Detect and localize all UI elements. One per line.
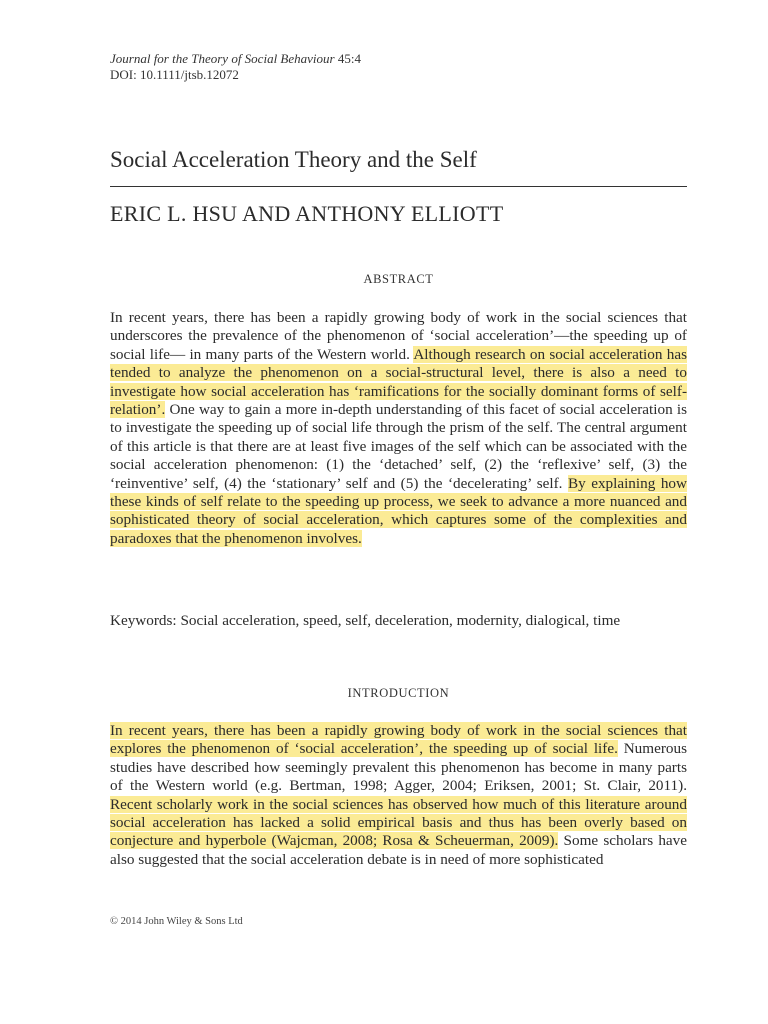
abstract-text: In recent years, there has been a rapidly growing body of work in the social sciences that underscores the prevalence of the phenomenon of ‘social acceleration’—the speeding up of social life— in many parts of the Western world.: [110, 309, 687, 363]
abstract-text: One way to gain a more in-depth understanding of this facet of social acceleration is to investigate the speeding up of social life through the prism of the self. The central argument of this article is that there are at least five images of the self which can be associated with the social acceleration phenomenon: (1) the ‘detached’ self, (2) the ‘reflexive’ self, (3) the ‘reinventive’ self, (4) the ‘stationary’ self and (5) the ‘decelerating’ self.: [110, 401, 687, 492]
journal-volume: 45:4: [337, 51, 361, 66]
journal-doi: DOI: 10.1111/jtsb.12072: [110, 67, 239, 82]
journal-name: Journal for the Theory of Social Behaviour: [110, 51, 335, 66]
introduction-text: Numerous studies have described how seemingly prevalent this phenomenon has become in many parts of the Western world (e.g. Bertman, 1998; Agger, 2004; Eriksen, 2001; St. Clair, 2011).: [110, 740, 687, 795]
introduction-text: Some scholars have also suggested that the social acceleration debate is in need of more sophisticated: [110, 832, 688, 868]
introduction-heading: INTRODUCTION: [347, 686, 450, 700]
introduction-highlight: Recent scholarly work in the social sciences has observed how much of this literature around social acceleration has lacked a solid empirical basis and thus has been overly based on conjecture and hyperbole (Wajcman, 2008; Rosa & Scheuerman, 2009).: [110, 795, 687, 850]
article-authors: ERIC L. HSU AND ANTHONY ELLIOTT: [110, 201, 504, 226]
abstract-highlight: By explaining how these kinds of self relate to the speeding up process, we seek to advance a more nuanced and sophisticated theory of social acceleration, which captures some of the complexities and paradoxes that the phenomenon involves.: [110, 474, 687, 547]
introduction-highlight: In recent years, there has been a rapidly growing body of work in the social sciences that explores the phenomenon of ‘social acceleration’, the speeding up of social life.: [110, 722, 687, 758]
journal-citation: [110, 51, 361, 67]
journal-header: [110, 51, 361, 83]
article-title: Social Acceleration Theory and the Self: [110, 147, 477, 172]
title-divider: [110, 186, 687, 187]
abstract-paragraph: [110, 309, 687, 548]
introduction-paragraph: [110, 722, 687, 869]
abstract-highlight: Although research on social acceleration has tended to analyze the phenomenon on a social-structural level, there is also a need to investigate how social acceleration has ‘ramifications for the socially dominant forms of self-relation’.: [110, 345, 687, 419]
abstract-heading: ABSTRACT: [363, 272, 434, 286]
keywords-line: Keywords: Social acceleration, speed, self, deceleration, modernity, dialogical, time: [110, 612, 621, 629]
copyright-footer: © 2014 John Wiley & Sons Ltd: [110, 916, 243, 927]
